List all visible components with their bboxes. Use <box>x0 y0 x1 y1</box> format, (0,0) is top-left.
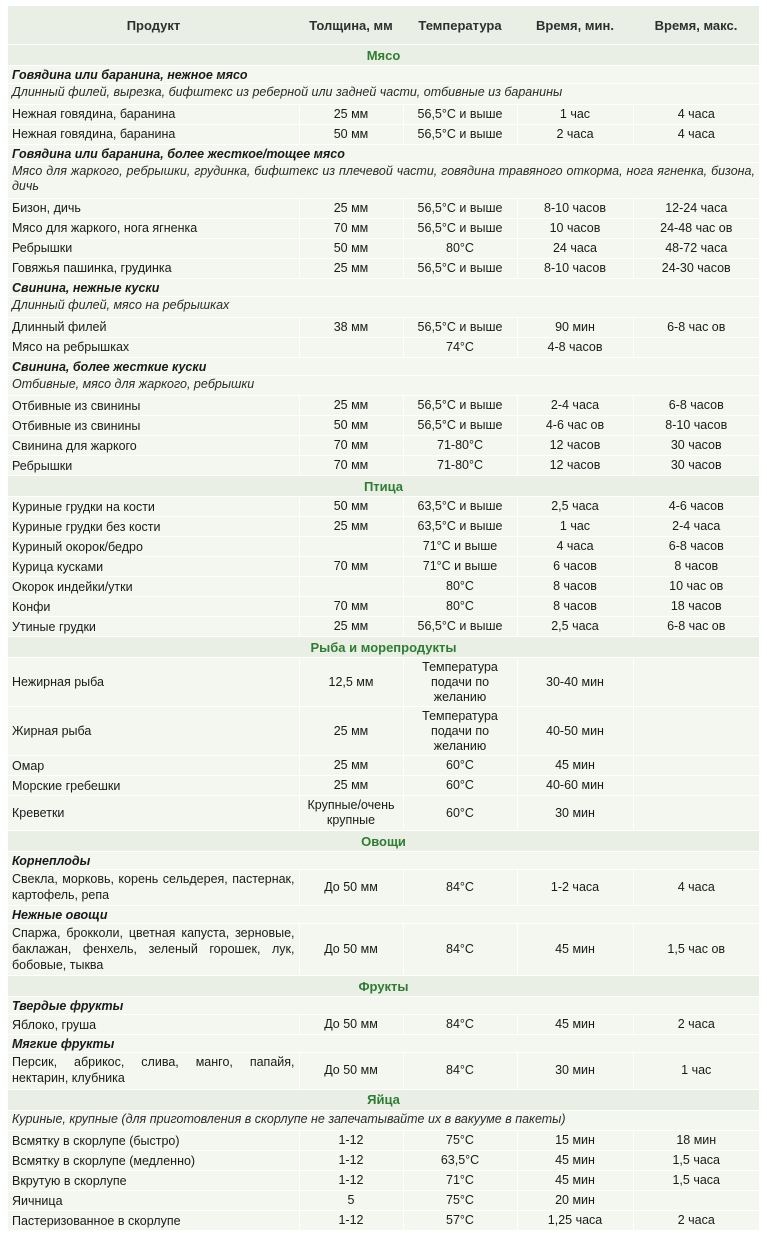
cell-time-min: 1 час <box>517 517 633 537</box>
subsection-label: Говядина или баранина, нежное мясо <box>8 66 759 84</box>
cell-thickness: До 50 мм <box>299 1015 403 1035</box>
table-row <box>8 238 759 258</box>
table-row <box>8 258 759 278</box>
cell-temperature: Температура подачи по желанию <box>403 707 517 756</box>
cell-product: Мясо на ребрышках <box>8 337 299 357</box>
cell-temperature: 63,5°C <box>403 1151 517 1171</box>
cell-temperature: 84°C <box>403 1015 517 1035</box>
cell-time-min: 24 часа <box>517 238 633 258</box>
cell-time-max: 8 часов <box>633 557 759 577</box>
cell-product: Нежная говядина, баранина <box>8 124 299 144</box>
cell-temperature: 71°C и выше <box>403 557 517 577</box>
cell-temperature: 80°C <box>403 597 517 617</box>
cell-product: Жирная рыба <box>8 707 299 756</box>
column-header-product: Продукт <box>8 6 299 45</box>
cell-product: Бизон, дичь <box>8 198 299 218</box>
cell-time-min: 2-4 часа <box>517 396 633 416</box>
cell-time-max: 6-8 часов <box>633 396 759 416</box>
cell-temperature: 60°C <box>403 776 517 796</box>
cell-temperature: 56,5°C и выше <box>403 198 517 218</box>
cell-temperature: 71-80°C <box>403 456 517 476</box>
column-header-thickness: Толщина, мм <box>299 6 403 45</box>
section-label: Фрукты <box>8 976 759 997</box>
cell-thickness: 70 мм <box>299 557 403 577</box>
cell-time-max: 6-8 час ов <box>633 317 759 337</box>
cell-thickness: 5 <box>299 1191 403 1211</box>
cell-time-min: 30 мин <box>517 1053 633 1089</box>
cell-temperature: 57°C <box>403 1211 517 1231</box>
cell-temperature: 75°C <box>403 1131 517 1151</box>
cell-time-max <box>633 707 759 756</box>
sous-vide-cooking-table <box>8 6 759 1231</box>
cell-temperature: 56,5°C и выше <box>403 317 517 337</box>
cell-time-max: 24-48 час ов <box>633 218 759 238</box>
cell-product: Окорок индейки/утки <box>8 577 299 597</box>
cell-product: Куриные грудки без кости <box>8 517 299 537</box>
cell-time-min: 6 часов <box>517 557 633 577</box>
table-row <box>8 796 759 831</box>
cell-product: Пастеризованное в скорлупе <box>8 1211 299 1231</box>
table-row <box>8 597 759 617</box>
section-label: Овощи <box>8 831 759 852</box>
cell-product: Конфи <box>8 597 299 617</box>
cell-product: Говяжья пашинка, грудинка <box>8 258 299 278</box>
cell-product: Курица кусками <box>8 557 299 577</box>
cell-product: Яблоко, груша <box>8 1015 299 1035</box>
cell-thickness: 25 мм <box>299 104 403 124</box>
table-row <box>8 1053 759 1089</box>
cell-time-min: 1-2 часа <box>517 870 633 906</box>
cell-temperature: 63,5°C и выше <box>403 497 517 517</box>
cell-product: Нежирная рыба <box>8 658 299 707</box>
cell-product: Омар <box>8 756 299 776</box>
cell-temperature: 56,5°C и выше <box>403 258 517 278</box>
cell-thickness <box>299 577 403 597</box>
cell-time-min: 40-50 мин <box>517 707 633 756</box>
note-text: Куриные, крупные (для приготовления в скорлупе не запечатывайте их в вакууме в пакеты) <box>8 1110 759 1131</box>
table-row <box>8 1211 759 1231</box>
cell-time-min: 12 часов <box>517 456 633 476</box>
cell-time-max: 8-10 часов <box>633 416 759 436</box>
cell-thickness: 70 мм <box>299 456 403 476</box>
cell-thickness <box>299 337 403 357</box>
cell-time-min: 45 мин <box>517 924 633 976</box>
cell-thickness: 50 мм <box>299 238 403 258</box>
cell-thickness: 50 мм <box>299 416 403 436</box>
cell-temperature: 56,5°C и выше <box>403 396 517 416</box>
cell-product: Нежная говядина, баранина <box>8 104 299 124</box>
subsection-label: Нежные овощи <box>8 906 759 924</box>
cell-time-min: 45 мин <box>517 1015 633 1035</box>
cell-temperature: Температура подачи по желанию <box>403 658 517 707</box>
table-row <box>8 707 759 756</box>
cell-product: Креветки <box>8 796 299 831</box>
subsection-header-row <box>8 997 759 1015</box>
cell-product: Отбивные из свинины <box>8 396 299 416</box>
cell-product: Утиные грудки <box>8 617 299 637</box>
subsection-header-row <box>8 852 759 870</box>
subsection-label: Свинина, нежные куски <box>8 278 759 296</box>
cell-time-max: 2 часа <box>633 1015 759 1035</box>
cell-time-min: 10 часов <box>517 218 633 238</box>
subsection-header-row <box>8 1035 759 1053</box>
cell-thickness: 25 мм <box>299 198 403 218</box>
cell-time-max <box>633 658 759 707</box>
cell-time-min: 4-6 час ов <box>517 416 633 436</box>
cell-time-min: 40-60 мин <box>517 776 633 796</box>
table-row <box>8 436 759 456</box>
cell-temperature: 60°C <box>403 756 517 776</box>
note-text: Отбивные, мясо для жаркого, ребрышки <box>8 375 759 396</box>
cell-product: Спаржа, брокколи, цветная капуста, зерновые, баклажан, фенхель, зеленый горошек, лук, бобовые, тыква <box>8 924 299 976</box>
subsection-label: Говядина или баранина, более жесткое/тощее мясо <box>8 144 759 162</box>
cell-time-max: 1,5 часа <box>633 1151 759 1171</box>
note-row <box>8 84 759 105</box>
cell-thickness: 25 мм <box>299 258 403 278</box>
section-label: Рыба и морепродукты <box>8 637 759 658</box>
table-row <box>8 924 759 976</box>
cell-product: Свинина для жаркого <box>8 436 299 456</box>
cell-product: Всмятку в скорлупе (быстро) <box>8 1131 299 1151</box>
cell-time-max: 18 мин <box>633 1131 759 1151</box>
cell-thickness: 25 мм <box>299 617 403 637</box>
cell-product: Всмятку в скорлупе (медленно) <box>8 1151 299 1171</box>
cell-thickness: До 50 мм <box>299 924 403 976</box>
cell-time-max <box>633 337 759 357</box>
cell-thickness: До 50 мм <box>299 870 403 906</box>
subsection-header-row <box>8 906 759 924</box>
cell-time-min: 4-8 часов <box>517 337 633 357</box>
note-row <box>8 296 759 317</box>
note-text: Мясо для жаркого, ребрышки, грудинка, бифштекс из плечевой части, говядина травяного откорма, нога ягненка, бизона, дичь <box>8 162 759 198</box>
table-row <box>8 456 759 476</box>
cell-thickness: 25 мм <box>299 517 403 537</box>
section-header-row <box>8 45 759 66</box>
cell-temperature: 56,5°C и выше <box>403 617 517 637</box>
cell-temperature: 63,5°C и выше <box>403 517 517 537</box>
cell-time-min: 12 часов <box>517 436 633 456</box>
cell-temperature: 56,5°C и выше <box>403 218 517 238</box>
cell-thickness: 1-12 <box>299 1211 403 1231</box>
cell-thickness: 38 мм <box>299 317 403 337</box>
table-row <box>8 416 759 436</box>
cell-thickness <box>299 537 403 557</box>
cell-thickness: 50 мм <box>299 124 403 144</box>
cell-product: Длинный филей <box>8 317 299 337</box>
cell-time-min: 30 мин <box>517 796 633 831</box>
section-header-row <box>8 831 759 852</box>
cell-time-min: 2,5 часа <box>517 617 633 637</box>
cell-thickness: 25 мм <box>299 707 403 756</box>
section-label: Мясо <box>8 45 759 66</box>
cell-temperature: 71°C и выше <box>403 537 517 557</box>
table-row <box>8 337 759 357</box>
cell-thickness: 25 мм <box>299 756 403 776</box>
cell-product: Куриный окорок/бедро <box>8 537 299 557</box>
cell-thickness: 50 мм <box>299 497 403 517</box>
section-header-row <box>8 1089 759 1110</box>
table-row <box>8 218 759 238</box>
section-label: Яйца <box>8 1089 759 1110</box>
subsection-header-row <box>8 144 759 162</box>
cell-time-max: 4 часа <box>633 124 759 144</box>
cell-time-min: 30-40 мин <box>517 658 633 707</box>
cell-time-min: 1 час <box>517 104 633 124</box>
section-label: Птица <box>8 476 759 497</box>
table-row <box>8 1191 759 1211</box>
cell-time-min: 2 часа <box>517 124 633 144</box>
cell-time-min: 1,25 часа <box>517 1211 633 1231</box>
cell-time-min: 90 мин <box>517 317 633 337</box>
cell-product: Отбивные из свинины <box>8 416 299 436</box>
cell-time-max: 24-30 часов <box>633 258 759 278</box>
note-text: Длинный филей, мясо на ребрышках <box>8 296 759 317</box>
cell-thickness: 70 мм <box>299 218 403 238</box>
table-row <box>8 1131 759 1151</box>
table-row <box>8 517 759 537</box>
cell-time-max: 48-72 часа <box>633 238 759 258</box>
cell-temperature: 74°C <box>403 337 517 357</box>
table-row <box>8 756 759 776</box>
cell-time-min: 8-10 часов <box>517 258 633 278</box>
cell-time-max: 10 час ов <box>633 577 759 597</box>
cell-thickness: 25 мм <box>299 776 403 796</box>
cell-thickness: Крупные/очень крупные <box>299 796 403 831</box>
table-body <box>8 45 759 1231</box>
table-row <box>8 557 759 577</box>
cell-time-max: 4-6 часов <box>633 497 759 517</box>
cell-time-max: 1,5 часа <box>633 1171 759 1191</box>
cell-product: Свекла, морковь, корень сельдерея, пастернак, картофель, репа <box>8 870 299 906</box>
cell-temperature: 71°C <box>403 1171 517 1191</box>
cell-product: Мясо для жаркого, нога ягненка <box>8 218 299 238</box>
cell-temperature: 80°C <box>403 577 517 597</box>
note-row <box>8 162 759 198</box>
cell-time-min: 4 часа <box>517 537 633 557</box>
table-row <box>8 577 759 597</box>
cell-product: Морские гребешки <box>8 776 299 796</box>
cell-thickness: До 50 мм <box>299 1053 403 1089</box>
table-row <box>8 104 759 124</box>
table-row <box>8 617 759 637</box>
column-header-time-min: Время, мин. <box>517 6 633 45</box>
cell-time-max <box>633 756 759 776</box>
table-row <box>8 497 759 517</box>
table-row <box>8 776 759 796</box>
cell-time-max: 30 часов <box>633 436 759 456</box>
cell-temperature: 56,5°C и выше <box>403 104 517 124</box>
header-row <box>8 6 759 45</box>
table-row <box>8 870 759 906</box>
cell-product: Вкрутую в скорлупе <box>8 1171 299 1191</box>
table-row <box>8 1015 759 1035</box>
note-row <box>8 375 759 396</box>
cell-time-max: 2-4 часа <box>633 517 759 537</box>
cell-temperature: 84°C <box>403 924 517 976</box>
cell-thickness: 1-12 <box>299 1151 403 1171</box>
cell-temperature: 75°C <box>403 1191 517 1211</box>
cell-thickness: 1-12 <box>299 1131 403 1151</box>
cell-time-max: 1,5 час ов <box>633 924 759 976</box>
section-header-row <box>8 976 759 997</box>
cell-time-min: 45 мин <box>517 1171 633 1191</box>
table-row <box>8 1171 759 1191</box>
cell-time-max: 30 часов <box>633 456 759 476</box>
note-text: Длинный филей, вырезка, бифштекс из реберной или задней части, отбивные из баранины <box>8 84 759 105</box>
table-row <box>8 658 759 707</box>
cell-thickness: 70 мм <box>299 597 403 617</box>
cell-time-max: 12-24 часа <box>633 198 759 218</box>
cell-time-max: 6-8 час ов <box>633 617 759 637</box>
cell-temperature: 84°C <box>403 1053 517 1089</box>
section-header-row <box>8 637 759 658</box>
cell-product: Ребрышки <box>8 238 299 258</box>
note-row <box>8 1110 759 1131</box>
cell-temperature: 56,5°C и выше <box>403 124 517 144</box>
table-row <box>8 317 759 337</box>
subsection-header-row <box>8 357 759 375</box>
cell-time-max <box>633 796 759 831</box>
column-header-time-max: Время, макс. <box>633 6 759 45</box>
subsection-label: Мягкие фрукты <box>8 1035 759 1053</box>
cell-time-min: 2,5 часа <box>517 497 633 517</box>
cell-time-min: 45 мин <box>517 756 633 776</box>
cell-time-min: 8 часов <box>517 597 633 617</box>
subsection-header-row <box>8 66 759 84</box>
subsection-label: Корнеплоды <box>8 852 759 870</box>
cell-thickness: 12,5 мм <box>299 658 403 707</box>
cell-product: Куриные грудки на кости <box>8 497 299 517</box>
table-header <box>8 6 759 45</box>
cell-time-max: 4 часа <box>633 104 759 124</box>
cell-product: Персик, абрикос, слива, манго, папайя, нектарин, клубника <box>8 1053 299 1089</box>
subsection-header-row <box>8 278 759 296</box>
cell-thickness: 70 мм <box>299 436 403 456</box>
table-row <box>8 396 759 416</box>
table-row <box>8 198 759 218</box>
cell-time-min: 45 мин <box>517 1151 633 1171</box>
cell-time-max: 1 час <box>633 1053 759 1089</box>
subsection-label: Твердые фрукты <box>8 997 759 1015</box>
section-header-row <box>8 476 759 497</box>
cell-thickness: 1-12 <box>299 1171 403 1191</box>
cell-thickness: 25 мм <box>299 396 403 416</box>
cell-product: Яичница <box>8 1191 299 1211</box>
cell-temperature: 60°C <box>403 796 517 831</box>
cell-product: Ребрышки <box>8 456 299 476</box>
table-row <box>8 537 759 557</box>
cell-temperature: 56,5°C и выше <box>403 416 517 436</box>
cell-time-min: 8-10 часов <box>517 198 633 218</box>
cell-time-max: 18 часов <box>633 597 759 617</box>
cell-time-max: 2 часа <box>633 1211 759 1231</box>
table-row <box>8 124 759 144</box>
cell-temperature: 71-80°C <box>403 436 517 456</box>
cell-time-min: 20 мин <box>517 1191 633 1211</box>
column-header-temperature: Температура <box>403 6 517 45</box>
cell-time-min: 8 часов <box>517 577 633 597</box>
cell-time-max: 6-8 часов <box>633 537 759 557</box>
cell-time-max <box>633 1191 759 1211</box>
cell-time-max <box>633 776 759 796</box>
cell-time-max: 4 часа <box>633 870 759 906</box>
cell-time-min: 15 мин <box>517 1131 633 1151</box>
cell-temperature: 80°C <box>403 238 517 258</box>
cell-temperature: 84°C <box>403 870 517 906</box>
subsection-label: Свинина, более жесткие куски <box>8 357 759 375</box>
